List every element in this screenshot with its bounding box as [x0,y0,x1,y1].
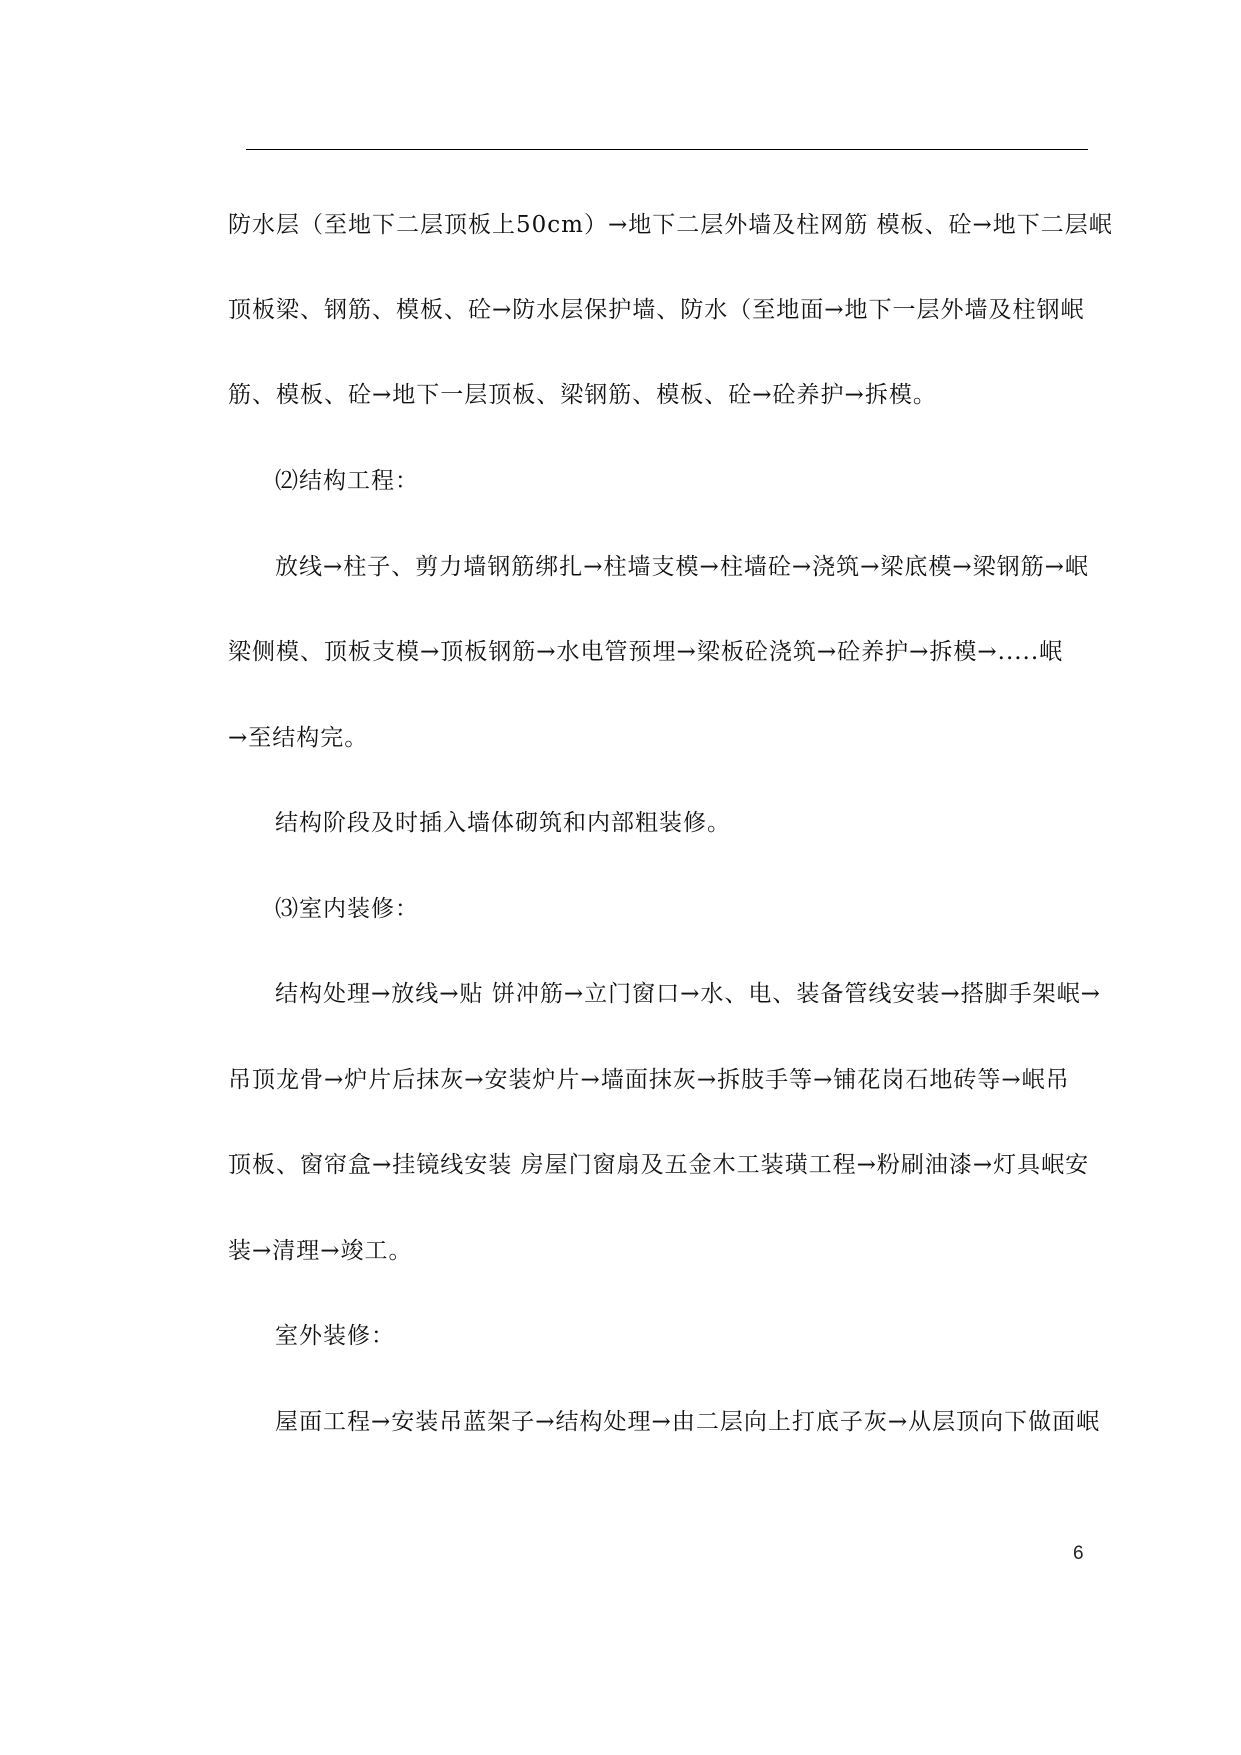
text-line-11: 吊顶龙骨→炉片后抹灰→安装炉片→墙面抹灰→拆肢手等→铺花岗石地砖等→岷吊 [228,1067,1070,1093]
text-line-8: 结构阶段及时插入墙体砌筑和内部粗装修。 [275,810,731,836]
text-line-12: 顶板、窗帘盒→挂镜线安装 房屋门窗扇及五金木工装璜工程→粉刷油漆→灯具岷安 [228,1152,1090,1178]
text-line-15: 屋面工程→安装吊蓝架子→结构处理→由二层向上打底子灰→从层顶向下做面岷 [275,1409,1101,1435]
text-line-1: 防水层（至地下二层顶板上50cm）→地下二层外墙及柱网筋 模板、砼→地下二层岷 [228,212,1113,238]
text-line-6: 梁侧模、顶板支模→顶板钢筋→水电管预埋→梁板砼浇筑→砼养护→拆模→.....岷 [228,639,1064,665]
text-line-3: 筋、模板、砼→地下一层顶板、梁钢筋、模板、砼→砼养护→拆模。 [228,382,937,408]
section-heading-interior: ⑶室内装修： [275,896,419,922]
text-line-13: 装→清理→竣工。 [228,1238,413,1264]
page-number: 6 [1073,1543,1084,1564]
section-heading-exterior: 室外装修： [275,1323,395,1349]
text-line-5: 放线→柱子、剪力墙钢筋绑扎→柱墙支模→柱墙砼→浇筑→梁底模→梁钢筋→岷 [275,554,1089,580]
text-line-7: →至结构完。 [228,725,369,751]
text-line-2: 顶板梁、钢筋、模板、砼→防水层保护墙、防水（至地面→地下一层外墙及柱钢岷 [228,297,1085,323]
text-line-10: 结构处理→放线→贴 饼冲筋→立门窗口→水、电、装备管线安装→搭脚手架岷→ [275,981,1101,1007]
header-rule [246,149,1088,150]
section-heading-structure: ⑵结构工程： [275,468,419,494]
